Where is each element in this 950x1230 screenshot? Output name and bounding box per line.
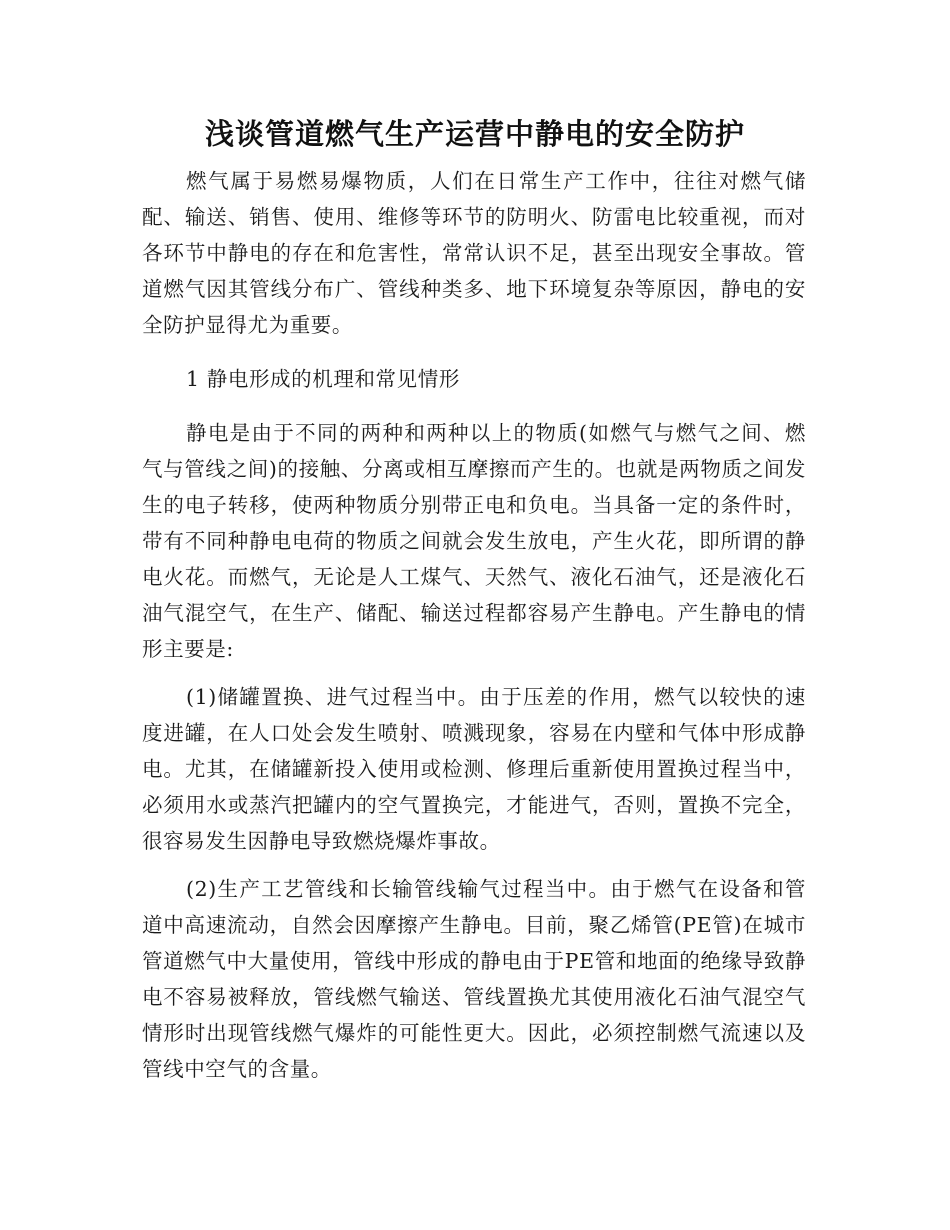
document-title: 浅谈管道燃气生产运营中静电的安全防护 [204,117,745,151]
list-item-1: (1)储罐置换、进气过程当中。由于压差的作用，燃气以较快的速度进罐，在人口处会发生喷射、喷溅现象，容易在内壁和气体中形成静电。尤其，在储罐新投入使用或检测、修理后重新使用置换过程当中，必须用水或蒸汽把罐内的空气置换完，才能进气，否则，置换不完全，很容易发生因静电导致燃烧爆炸事故。 [142,685,806,853]
intro-paragraph: 燃气属于易燃易爆物质，人们在日常生产工作中，往往对燃气储配、输送、销售、使用、维修等环节的防明火、防雷电比较重视，而对各环节中静电的存在和危害性，常常认识不足，甚至出现安全事故。管道燃气因其管线分布广、管线种类多、地下环境复杂等原因，静电的安全防护显得尤为重要。 [142,169,806,337]
list-item-2: (2)生产工艺管线和长输管线输气过程当中。由于燃气在设备和管道中高速流动，自然会因摩擦产生静电。目前，聚乙烯管(PE管)在城市管道燃气中大量使用，管线中形成的静电由于PE管和地面的绝缘导致静电不容易被释放，管线燃气输送、管线置换尤其使用液化石油气混空气情形时出现管线燃气爆炸的可能性更大。因此，必须控制燃气流速以及管线中空气的含量。 [142,877,806,1081]
section-heading: 1 静电形成的机理和常见情形 [186,367,460,391]
section-paragraph: 静电是由于不同的两种和两种以上的物质(如燃气与燃气之间、燃气与管线之间)的接触、分离或相互摩擦而产生的。也就是两物质之间发生的电子转移，使两种物质分别带正电和负电。当具备一定的条件时，带有不同种静电电荷的物质之间就会发生放电，产生火花，即所谓的静电火花。而燃气，无论是人工煤气、天然气、液化石油气，还是液化石油气混空气，在生产、储配、输送过程都容易产生静电。产生静电的情形主要是: [142,421,806,661]
document-body [142,163,806,1099]
